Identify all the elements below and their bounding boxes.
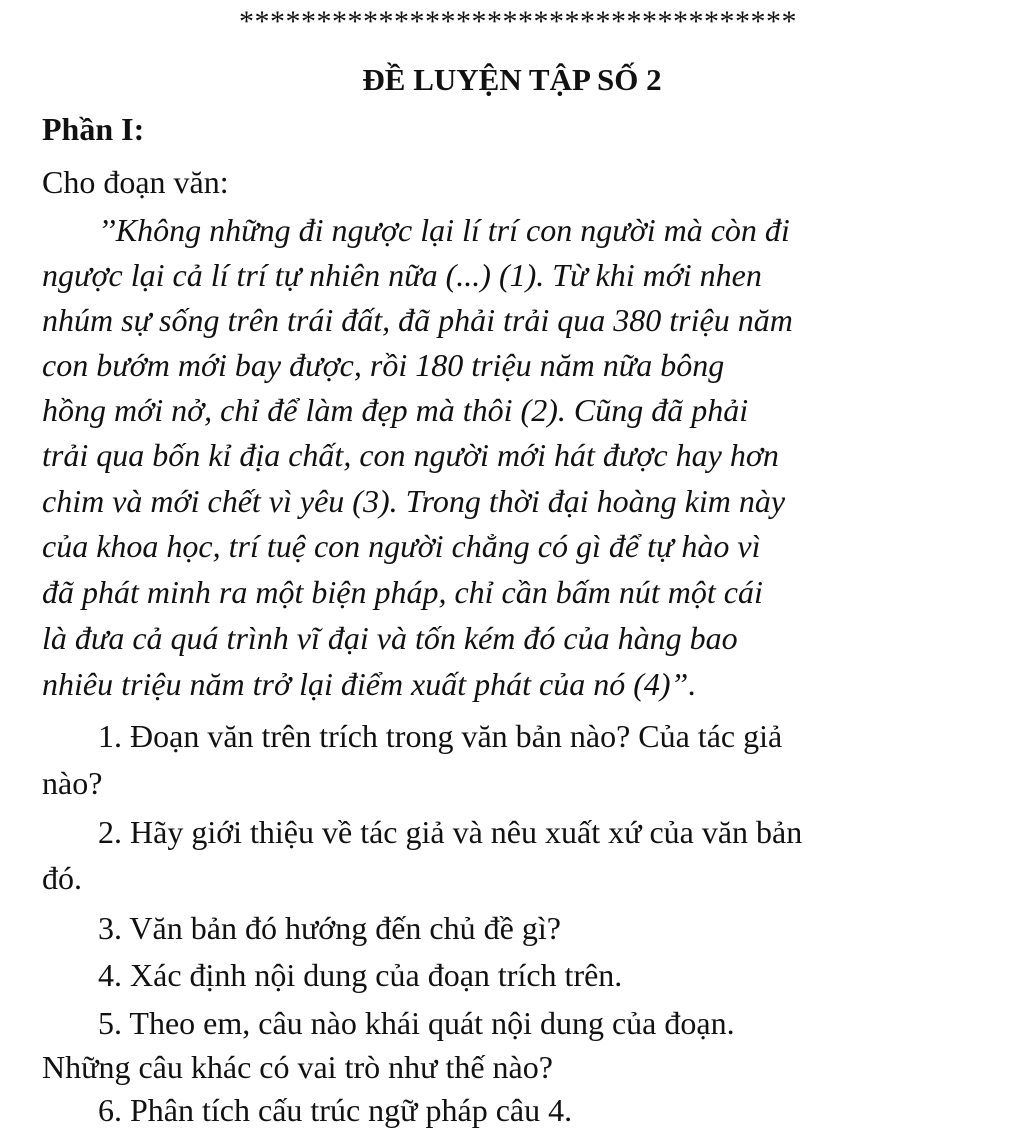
passage-line: nhiêu triệu năm trở lại điểm xuất phát của nó (4)”. [42, 666, 697, 702]
passage-line: con bướm mới bay được, rồi 180 triệu năm nữa bông [42, 347, 725, 383]
passage-line: chim và mới chết vì yêu (3). Trong thời đại hoàng kim này [42, 483, 786, 519]
question-1-continued: nào? [42, 765, 103, 801]
question-4: 4. Xác định nội dung của đoạn trích trên. [98, 957, 623, 993]
section-intro: Cho đoạn văn: [42, 164, 229, 200]
passage-line: trải qua bốn kỉ địa chất, con người mới hát được hay hơn [42, 437, 779, 473]
passage-line: đã phát minh ra một biện pháp, chỉ cần bấm nút một cái [42, 574, 763, 610]
question-6: 6. Phân tích cấu trúc ngữ pháp câu 4. [98, 1092, 573, 1128]
decorative-star-divider: ************************************ [239, 5, 797, 38]
passage-line: ’’Không những đi ngược lại lí trí con người mà còn đi [98, 212, 790, 248]
document-title: ĐỀ LUYỆN TẬP SỐ 2 [362, 62, 662, 97]
passage-line: của khoa học, trí tuệ con người chẳng có gì để tự hào vì [42, 528, 761, 564]
question-5-continued: Những câu khác có vai trò như thế nào? [42, 1049, 553, 1085]
question-3: 3. Văn bản đó hướng đến chủ đề gì? [98, 910, 561, 946]
question-2: 2. Hãy giới thiệu về tác giả và nêu xuất xứ của văn bản [98, 814, 803, 850]
question-2-continued: đó. [42, 860, 82, 896]
question-5: 5. Theo em, câu nào khái quát nội dung của đoạn. [98, 1005, 735, 1041]
passage-line: hồng mới nở, chỉ để làm đẹp mà thôi (2). Cũng đã phải [42, 392, 749, 428]
question-1: 1. Đoạn văn trên trích trong văn bản nào? Của tác giả [98, 718, 783, 754]
section-heading: Phần I: [42, 111, 145, 147]
passage-line: ngược lại cả lí trí tự nhiên nữa (...) (1). Từ khi mới nhen [42, 257, 762, 293]
passage-line: là đưa cả quá trình vĩ đại và tốn kém đó của hàng bao [42, 620, 738, 656]
passage-line: nhúm sự sống trên trái đất, đã phải trải qua 380 triệu năm [42, 302, 793, 338]
